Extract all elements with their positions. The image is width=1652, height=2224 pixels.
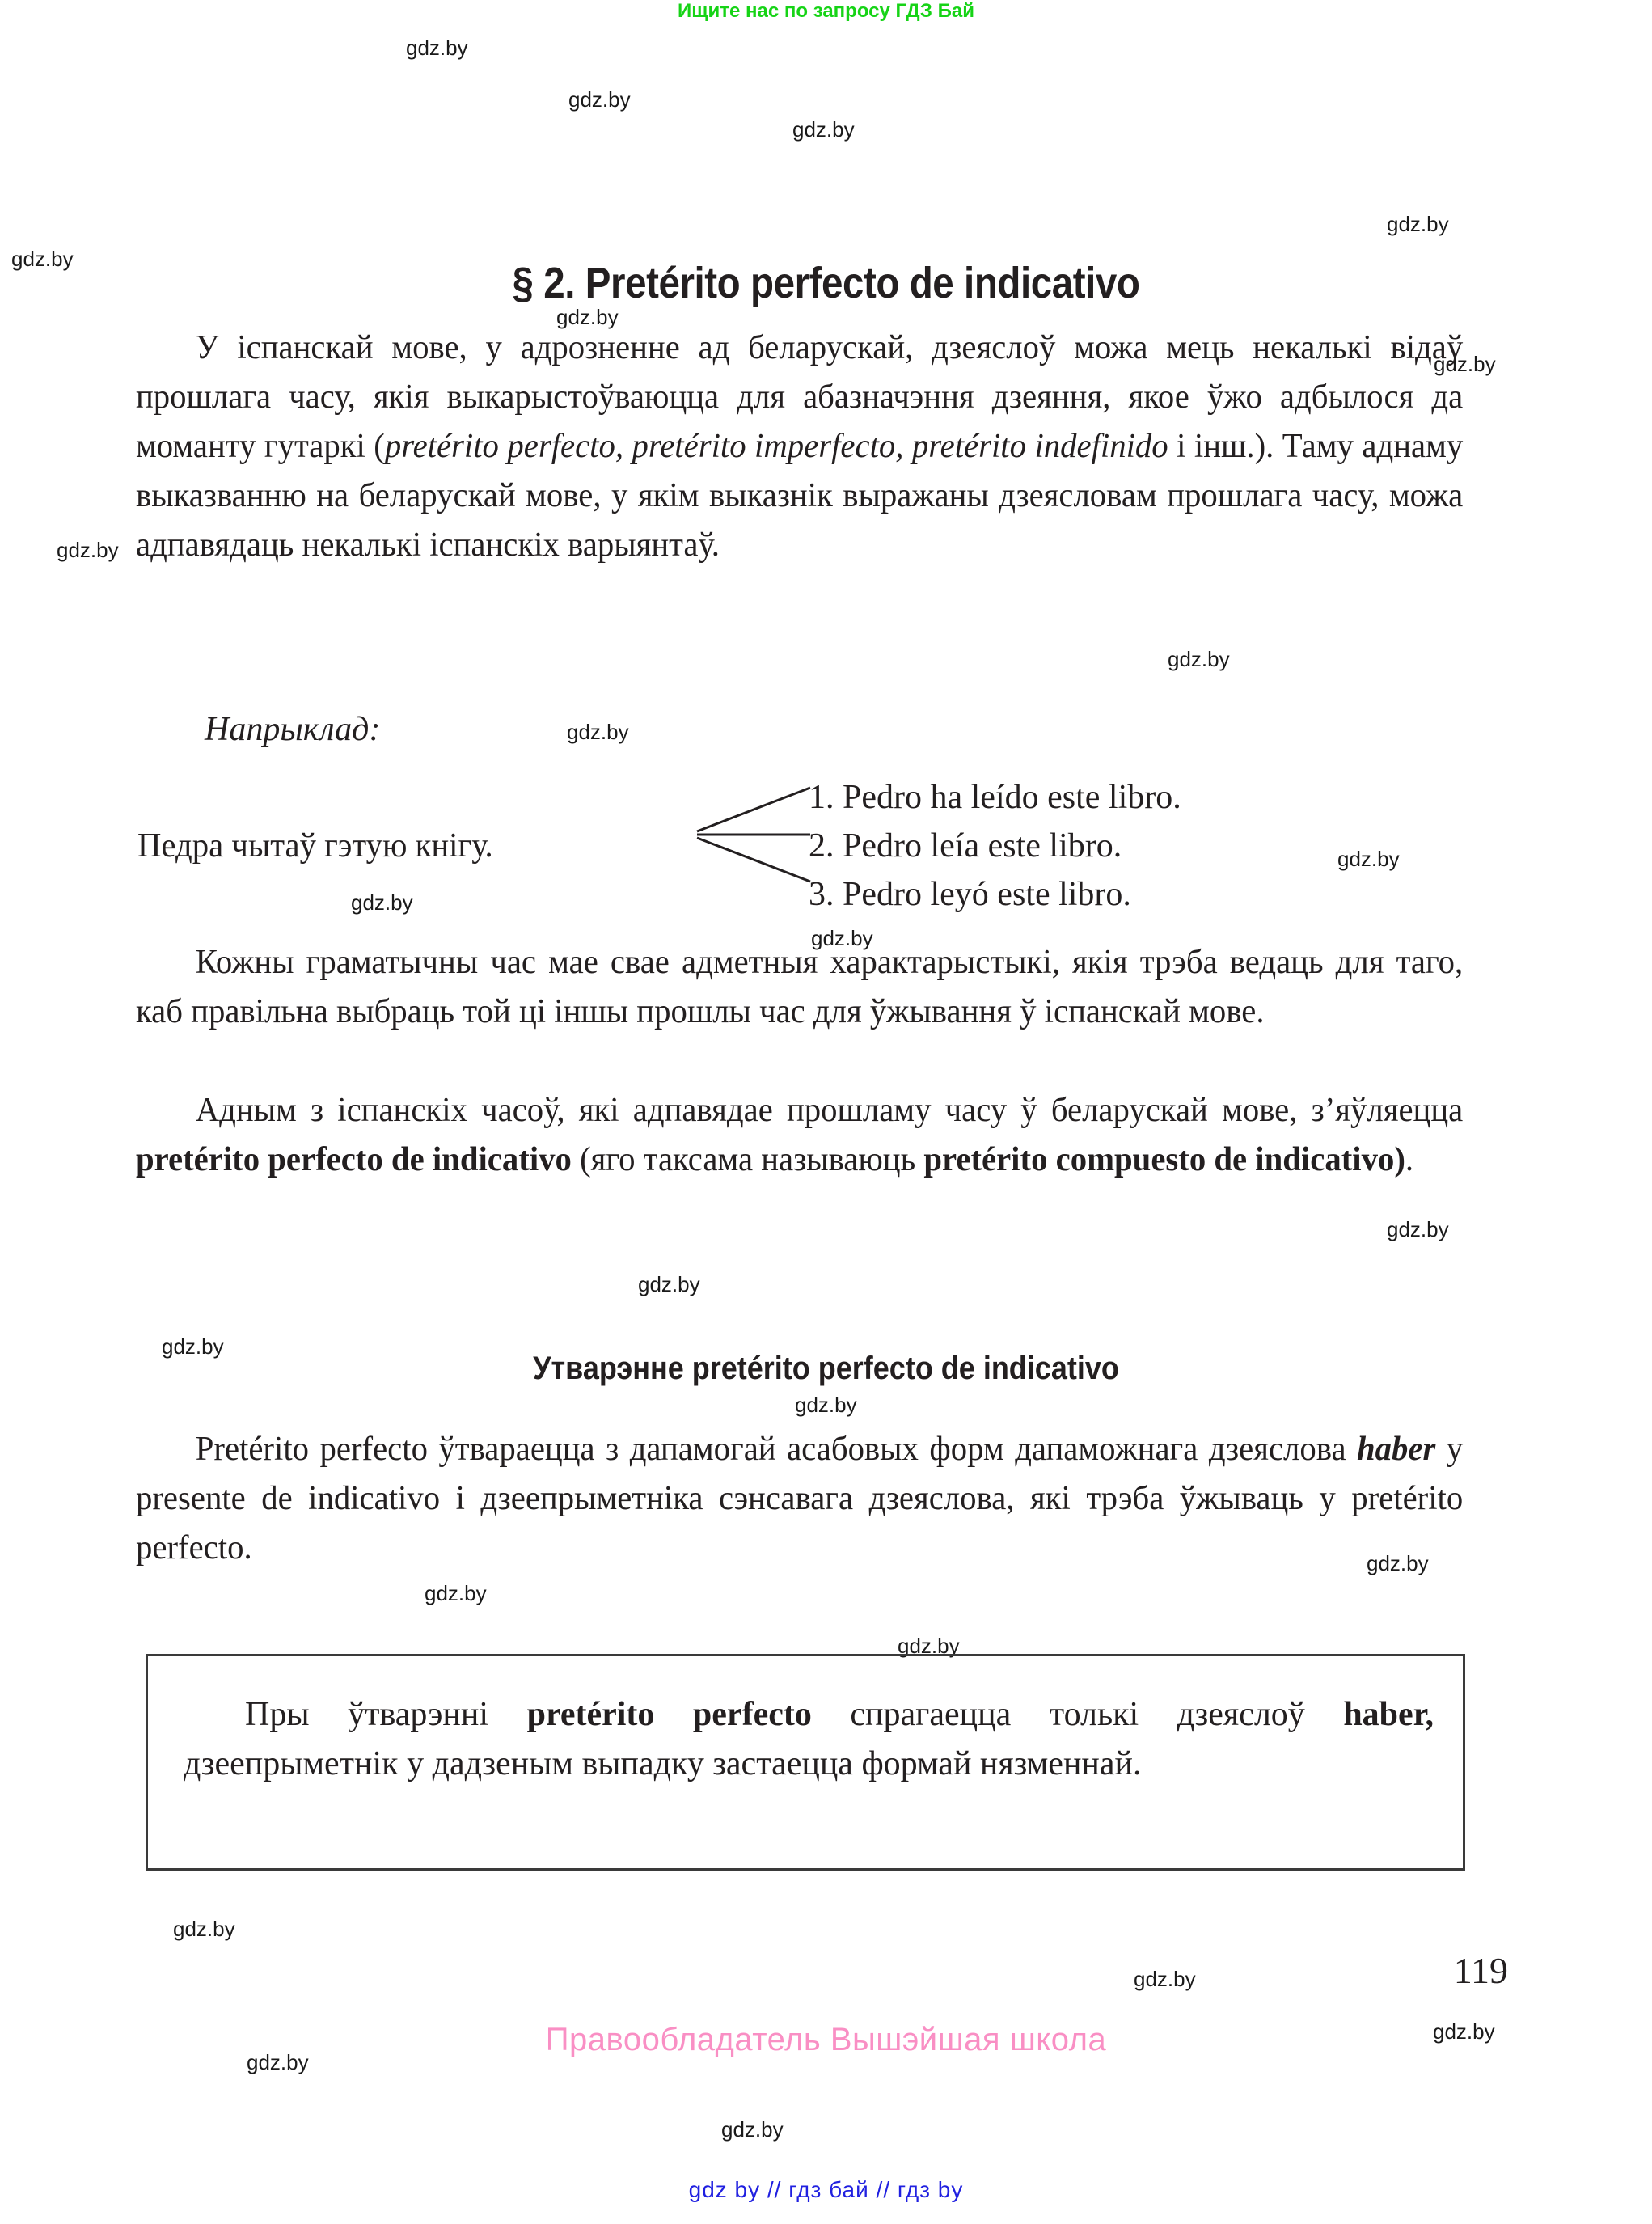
watermark-text: gdz.by xyxy=(1134,1967,1196,1991)
p3-bold-term-1: pretérito perfecto de indicativo xyxy=(136,1141,572,1178)
p4-bolditalic-haber: haber xyxy=(1357,1431,1436,1468)
example-spanish-1: 1. Pedro ha leído este libro. xyxy=(809,779,1181,816)
note-box xyxy=(146,1654,1465,1871)
page-title: § 2. Pretérito perfecto de indicativo xyxy=(512,259,1140,308)
connector-lines xyxy=(687,768,817,898)
watermark-text: gdz.by xyxy=(351,890,413,915)
p3-text-3: . xyxy=(1405,1141,1414,1178)
watermark-text: gdz.by xyxy=(567,720,629,744)
watermark-text: gdz.by xyxy=(1433,2019,1495,2044)
p3-text-1: Адным з іспанскіх часоў, які адпавядае прошламу часу ў беларускай мове, з’яўляецца xyxy=(195,1092,1464,1129)
watermark-text: gdz.by xyxy=(1387,212,1449,236)
p2-text: Кожны граматычны час мае свае адметныя характарыстыкі, якія трэба ведаць для таго, каб правільна выбраць той ці іншы прошлы час для ўжывання ў іспанскай мове. xyxy=(136,944,1464,1030)
p3-bold-term-2: pretérito compuesto de indicativo) xyxy=(923,1141,1405,1178)
watermark-text: gdz.by xyxy=(792,117,855,142)
watermark-text: gdz.by xyxy=(247,2050,309,2074)
p1-italic-terms: pretérito perfecto, pretérito imperfecto, pretérito indefinido xyxy=(384,428,1168,465)
paragraph-2 xyxy=(136,938,1463,1092)
note-text-3: дзеепрыметнік у дадзеным выпадку застаецца формай нязменнай. xyxy=(184,1745,1142,1782)
paragraph-1 xyxy=(136,323,1463,566)
note-box-text xyxy=(184,1690,1434,1789)
watermark-text: gdz.by xyxy=(162,1334,224,1359)
watermark-text: gdz.by xyxy=(811,926,873,950)
example-belarusian-sentence: Педра чытаў гэтую кнігу. xyxy=(137,827,493,865)
example-label: Напрыклад: xyxy=(205,711,381,748)
p4-text-1: Pretérito perfecto ўтвараецца з дапамогай асабовых форм дапаможнага дзеяслова xyxy=(195,1431,1358,1468)
page-number: 119 xyxy=(1453,1950,1508,1991)
watermark-text: gdz.by xyxy=(425,1581,487,1605)
p3-text-2: (яго таксама называюць xyxy=(571,1141,924,1178)
watermark-text: gdz.by xyxy=(1168,647,1230,671)
watermark-text: gdz.by xyxy=(638,1272,700,1296)
example-spanish-2: 2. Pedro leía este libro. xyxy=(809,827,1122,865)
p4-text-2: у presente de indicativo і дзеепрыметніка сэнсавага дзеяслова, які трэба ўжываць у pretérito perfecto. xyxy=(136,1431,1464,1567)
watermark-text: gdz.by xyxy=(795,1393,857,1417)
paragraph-4 xyxy=(136,1425,1463,1627)
p1-text-2: і інш.). Таму аднаму выказванню на беларускай мове, у якім выказнік выражаны дзеясловам прошлага часу, можа адпавядаць некалькі іспанскіх варыянтаў. xyxy=(136,428,1464,564)
watermark-text: gdz.by xyxy=(1337,847,1400,871)
note-bold-term-2: haber, xyxy=(1343,1696,1434,1733)
promo-banner: Ищите нас по запросу ГДЗ Бай xyxy=(678,0,974,22)
bottom-links: gdz by // гдз бай // гдз by xyxy=(688,2177,964,2202)
watermark-text: gdz.by xyxy=(898,1634,960,1658)
paragraph-3 xyxy=(136,1086,1463,1240)
watermark-text: gdz.by xyxy=(11,247,74,271)
example-spanish-3: 3. Pedro leyó este libro. xyxy=(809,876,1131,913)
watermark-text: gdz.by xyxy=(556,305,619,329)
watermark-text: gdz.by xyxy=(406,36,468,60)
watermark-text: gdz.by xyxy=(173,1917,235,1941)
watermark-text: gdz.by xyxy=(1367,1551,1429,1575)
watermark-text: gdz.by xyxy=(568,87,631,112)
copyright-notice: Правообладатель Вышэйшая школа xyxy=(545,2022,1107,2057)
watermark-text: gdz.by xyxy=(1434,352,1496,376)
watermark-text: gdz.by xyxy=(57,538,119,562)
p1-text-1: У іспанскай мове, у адрозненне ад беларускай, дзеяслоў можа мець некалькі відаў прошлага часу, якія выкарыстоўваюцца для абазначэння дзеяння, якое ўжо адбылося да моманту гутаркі ( xyxy=(136,329,1464,465)
note-bold-term-1: pretérito perfecto xyxy=(526,1696,812,1733)
note-text-2: спрагаецца толькі дзеяслоў xyxy=(811,1696,1344,1733)
section-heading: Утварэнне pretérito perfecto de indicativo xyxy=(533,1351,1119,1387)
note-text-1: Пры ўтварэнні xyxy=(245,1696,527,1733)
watermark-text: gdz.by xyxy=(721,2117,784,2142)
watermark-text: gdz.by xyxy=(1387,1217,1449,1241)
